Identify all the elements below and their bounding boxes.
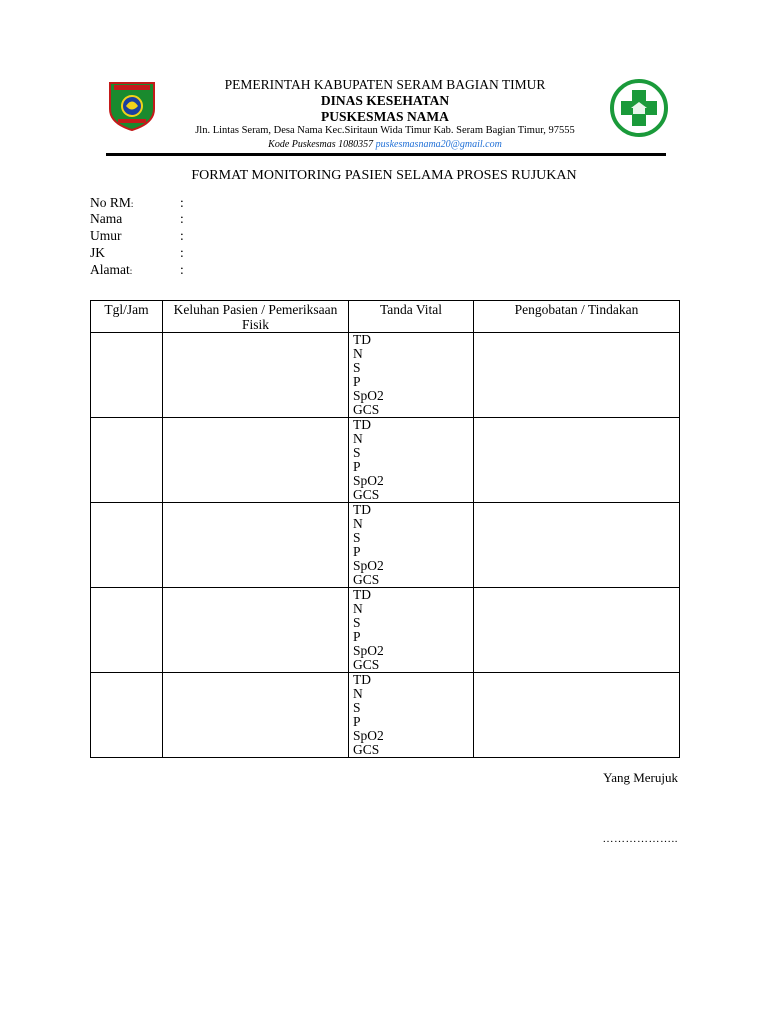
vital-p: P [353, 629, 361, 644]
table-row [91, 333, 680, 418]
vitals-cell[interactable] [349, 503, 474, 588]
field-label: JK [90, 245, 106, 260]
field-umur [90, 228, 184, 245]
vital-gcs: GCS [353, 402, 380, 417]
vital-n: N [353, 686, 363, 701]
datetime-cell[interactable] [91, 418, 163, 503]
signature-placeholder[interactable]: ……………….. [602, 833, 678, 845]
header-department-line: DINAS KESEHATAN [320, 93, 450, 108]
field-nama [90, 211, 184, 228]
field-no-rm [90, 195, 184, 212]
header-divider [106, 153, 666, 156]
header-address: Jln. Lintas Seram, Desa Nama Kec.Siritaun Wida Timur Kab. Seram Bagian Timur, 97555 [195, 125, 575, 136]
datetime-cell[interactable] [91, 673, 163, 758]
treatment-cell[interactable] [474, 588, 680, 673]
puskesmas-cross-logo [609, 78, 669, 138]
vitals-cell[interactable] [349, 418, 474, 503]
vital-gcs: GCS [353, 487, 380, 502]
vitals-cell[interactable] [349, 333, 474, 418]
vital-s: S [353, 700, 361, 715]
document-title: FORMAT MONITORING PASIEN SELAMA PROSES RUJUKAN [191, 168, 577, 183]
table-row [91, 673, 680, 758]
monitoring-table [90, 300, 680, 758]
vital-p: P [353, 544, 361, 559]
col-header-datetime: Tgl/Jam [91, 301, 163, 333]
field-label: Alamat [90, 262, 130, 277]
vital-n: N [353, 601, 363, 616]
vitals-cell[interactable] [349, 588, 474, 673]
complaint-cell[interactable] [163, 588, 349, 673]
col-header-vitals: Tanda Vital [349, 301, 474, 333]
table-row [91, 588, 680, 673]
header-puskesmas-name: PUSKESMAS NAMA [321, 109, 449, 124]
field-alamat [90, 262, 184, 279]
datetime-cell[interactable] [91, 503, 163, 588]
referrer-label: Yang Merujuk [603, 770, 678, 785]
field-colon: : [180, 245, 184, 260]
field-colon: : [180, 228, 184, 243]
vital-spo2: SpO2 [353, 558, 384, 573]
vital-td: TD [353, 672, 371, 687]
vital-spo2: SpO2 [353, 728, 384, 743]
field-label: Umur [90, 228, 122, 243]
field-colon: : [180, 195, 184, 210]
vital-td: TD [353, 417, 371, 432]
field-label: Nama [90, 211, 123, 226]
vital-s: S [353, 615, 361, 630]
vitals-cell[interactable] [349, 673, 474, 758]
datetime-cell[interactable] [91, 333, 163, 418]
complaint-cell[interactable] [163, 673, 349, 758]
vital-td: TD [353, 332, 371, 347]
field-label-colon: : [130, 199, 134, 209]
treatment-cell[interactable] [474, 333, 680, 418]
table-row [91, 418, 680, 503]
vital-gcs: GCS [353, 657, 380, 672]
vital-s: S [353, 360, 361, 375]
vital-td: TD [353, 502, 371, 517]
vital-td: TD [353, 587, 371, 602]
col-header-complaint: Keluhan Pasien / Pemeriksaan Fisik [163, 301, 349, 333]
vital-gcs: GCS [353, 742, 380, 757]
field-colon: : [180, 262, 184, 277]
vital-s: S [353, 445, 361, 460]
field-label: No RM [90, 195, 131, 210]
email-link[interactable]: puskesmasnama20@gmail.com [375, 139, 502, 150]
complaint-cell[interactable] [163, 503, 349, 588]
table-header-row [91, 301, 680, 333]
vital-spo2: SpO2 [353, 388, 384, 403]
complaint-cell[interactable] [163, 333, 349, 418]
treatment-cell[interactable] [474, 503, 680, 588]
vital-n: N [353, 516, 363, 531]
col-header-treatment: Pengobatan / Tindakan [474, 301, 680, 333]
complaint-cell[interactable] [163, 418, 349, 503]
vital-p: P [353, 374, 361, 389]
header-contact [170, 139, 600, 150]
vital-n: N [353, 431, 363, 446]
datetime-cell[interactable] [91, 588, 163, 673]
vital-gcs: GCS [353, 572, 380, 587]
puskesmas-code: Kode Puskesmas 1080357 [268, 139, 374, 150]
regency-emblem-logo [106, 79, 158, 131]
table-row [91, 503, 680, 588]
field-label-colon: : [129, 266, 133, 276]
vital-p: P [353, 459, 361, 474]
vital-n: N [353, 346, 363, 361]
vital-spo2: SpO2 [353, 643, 384, 658]
field-jk [90, 245, 184, 262]
header-government-line: PEMERINTAH KABUPATEN SERAM BAGIAN TIMUR [224, 77, 546, 92]
vital-p: P [353, 714, 361, 729]
vital-s: S [353, 530, 361, 545]
treatment-cell[interactable] [474, 673, 680, 758]
treatment-cell[interactable] [474, 418, 680, 503]
field-colon: : [180, 211, 184, 226]
vital-spo2: SpO2 [353, 473, 384, 488]
